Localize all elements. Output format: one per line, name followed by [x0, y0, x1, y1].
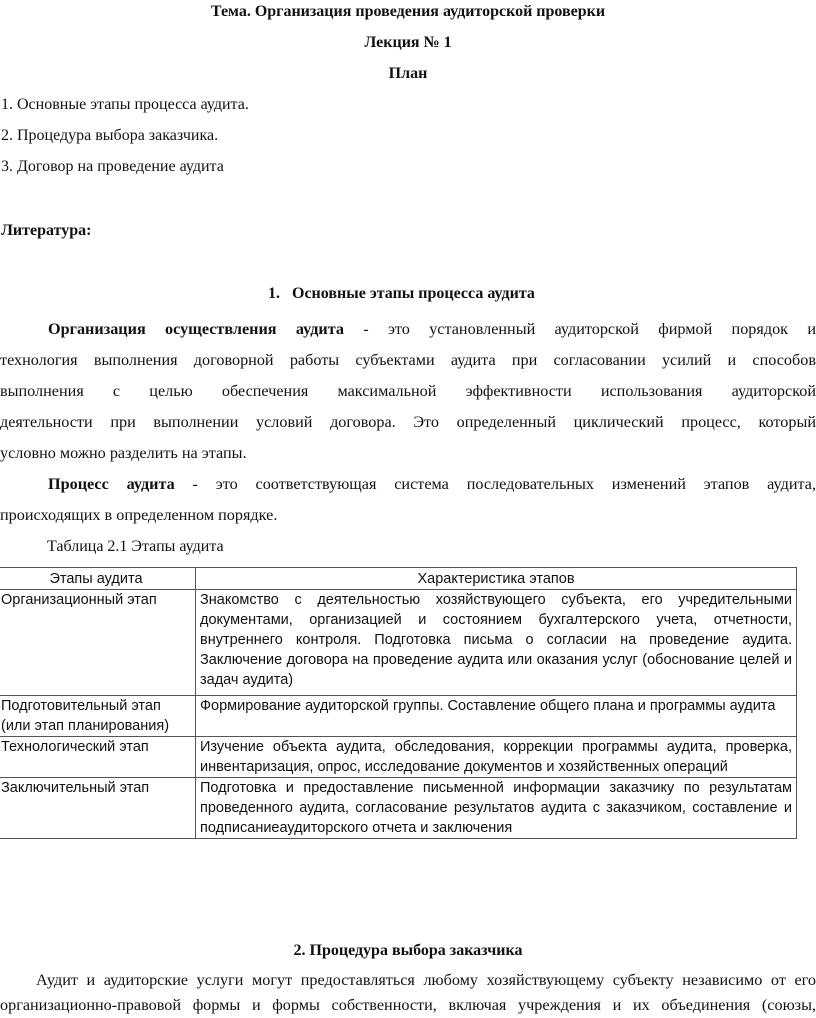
table-row — [0, 778, 797, 839]
para1-line-2: технология выполнения договорной работы субъектами аудита при согласовании усилий и способов — [0, 351, 816, 369]
table-row — [0, 737, 797, 778]
section2-line-1: Аудит и аудиторские услуги могут предоставляться любому хозяйствующему субъекту независимо от его — [36, 971, 816, 989]
para1-line-1: Организация осуществления аудита - это установленный аудиторской фирмой порядок и — [48, 320, 816, 338]
stage-description: Изучение объекта аудита, обследования, коррекции программы аудита, проверка, инвентаризация, опрос, исследование документов и хозяйственных операций — [196, 737, 797, 778]
para1-term: Организация осуществления аудита — [48, 320, 344, 338]
stage-cell: Организационный этап — [0, 590, 196, 696]
header-stages: Этапы аудита — [0, 568, 196, 590]
para2-line-2: происходящих в определенном порядке. — [0, 506, 278, 524]
topic-title: Тема. Организация проведения аудиторской проверки — [210, 3, 606, 20]
plan-item-2: 2. Процедура выбора заказчика. — [1, 127, 219, 144]
table-caption: Таблица 2.1 Этапы аудита — [47, 538, 224, 555]
plan-heading: План — [388, 65, 428, 82]
paragraph-audit-organization — [0, 314, 816, 469]
lecture-title: Лекция № 1 — [364, 34, 452, 51]
section2-heading: 2. Процедура выбора заказчика — [293, 942, 523, 959]
audit-stages-table — [0, 567, 797, 839]
section1-title: Основные этапы процесса аудита — [292, 285, 535, 302]
paragraph-section2 — [0, 968, 816, 1018]
section1-heading — [268, 285, 535, 303]
para1-line-3: выполнения с целью обеспечения максимальной эффективности использования аудиторской — [0, 382, 816, 400]
plan-item-3: 3. Договор на проведение аудита — [1, 158, 224, 175]
stage-cell: Подготовительный этап (или этап планирования) — [0, 696, 196, 737]
stage-cell: Заключительный этап — [0, 778, 196, 839]
stage-description: Подготовка и предоставление письменной информации заказчику по результатам проведенного аудита, согласование результатов аудита с заказчиком, составление и подписаниеаудиторского отчета и заключения — [196, 778, 797, 839]
section2-line-2: организационно-правовой формы и формы собственности, включая учреждения и их объединения (союзы, — [0, 996, 816, 1014]
para2-line-1: Процесс аудита - это соответствующая система последовательных изменений этапов аудита, — [48, 475, 816, 493]
paragraph-audit-process — [0, 469, 816, 531]
para1-line-4: деятельности при выполнении условий договора. Это определенный циклический процесс, который — [0, 413, 816, 431]
table-row — [0, 590, 797, 696]
stage-cell: Технологический этап — [0, 737, 196, 778]
para2-term: Процесс аудита — [48, 475, 175, 493]
table-row — [0, 696, 797, 737]
para1-line-5: условно можно разделить на этапы. — [0, 444, 247, 462]
literature-heading: Литература: — [1, 222, 92, 239]
stage-description: Знакомство с деятельностью хозяйствующего субъекта, его учредительными документами, организацией и состоянием бухгалтерского учета, отчетности, внутреннего контроля. Подготовка письма о согласии на проведение аудита. Заключение договора на проведение аудита или оказания услуг (обоснование целей и задач аудита) — [196, 590, 797, 696]
plan-item-1: 1. Основные этапы процесса аудита. — [1, 96, 249, 113]
stage-description: Формирование аудиторской группы. Составление общего плана и программы аудита — [196, 696, 797, 737]
table-header-row — [0, 568, 797, 590]
header-characteristics: Характеристика этапов — [196, 568, 797, 590]
section1-number: 1. — [268, 285, 280, 302]
